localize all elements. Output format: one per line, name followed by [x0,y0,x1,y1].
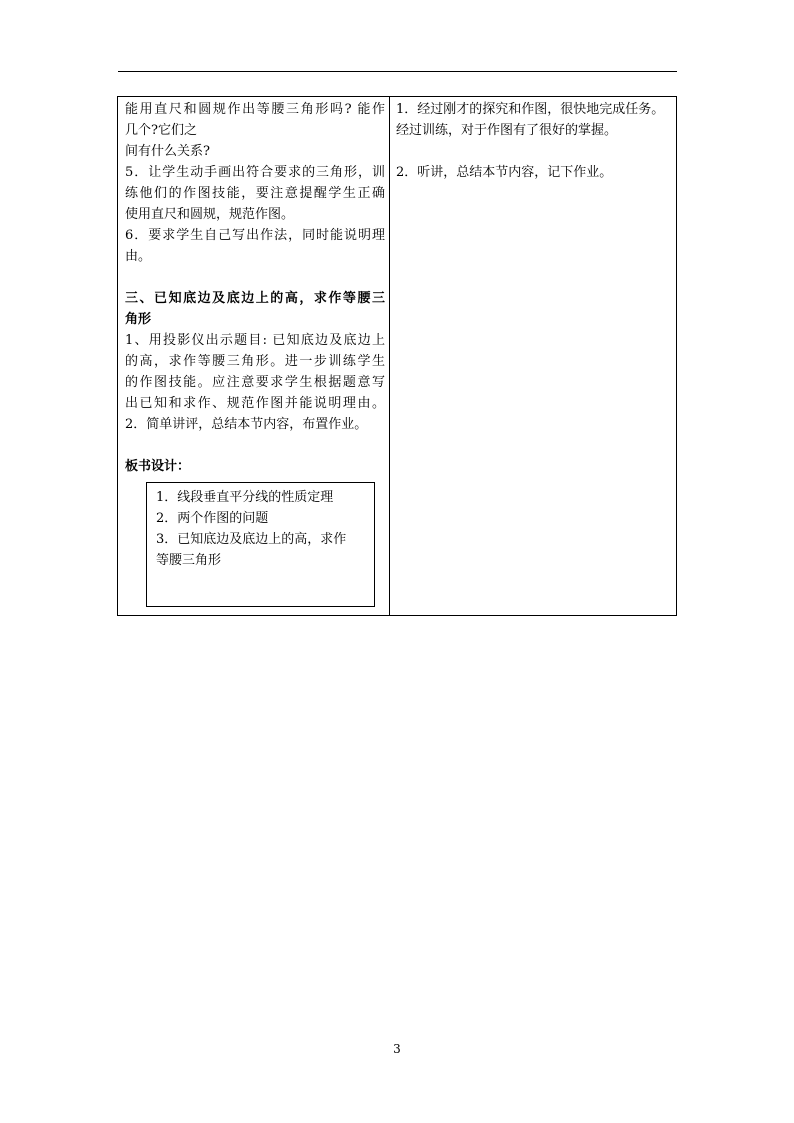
student-item1-line-2: 经过训练，对于作图有了很好的掌握。 [396,123,618,138]
board-item-1: 1．线段垂直平分线的性质定理 [156,490,334,505]
student-item2: 2．听讲，总结本节内容，记下作业。 [396,165,613,180]
spacer [125,267,385,288]
step5-line-1: 5．让学生动手画出符合要求的三角形，训 [125,165,385,180]
step5-line-2: 练他们的作图技能，要注意提醒学生正确 [125,186,385,201]
section3-heading-line-1: 三、已知底边及底边上的高，求作等腰三 [125,291,385,306]
board-item-3: 3．已知底边及底边上的高，求作 [156,532,347,547]
intro-line-3: 间有什么关系? [125,144,210,159]
section3-heading-line-2: 角形 [125,312,152,327]
section3-item2: 2．简单讲评，总结本节内容，布置作业。 [125,417,368,432]
section3-item1-line-1: 1、用投影仪出示题目: 已知底边及底边上 [125,333,385,348]
step6-line-2: 由。 [125,249,152,264]
student-activity-cell [396,99,676,183]
section3-item1-line-3: 的作图技能。应注意要求学生根据题意写 [125,375,385,390]
section3-item1-line-2: 的高，求作等腰三角形。进一步训练学生 [125,354,385,369]
student-item1-line-1: 1．经过刚才的探究和作图，很快地完成任务。 [396,102,665,117]
board-item-3-cont: 等腰三角形 [156,553,222,568]
board-design-box [146,482,375,607]
step6-line-1: 6．要求学生自己写出作法，同时能说明理 [125,228,385,243]
spacer [125,435,385,456]
column-divider [389,97,390,615]
page-number: 3 [393,1042,401,1056]
teacher-activity-cell [125,99,385,477]
intro-line-1: 能用直尺和圆规作出等腰三角形吗? 能作 [125,102,385,117]
section3-item1-line-4: 出已知和求作、规范作图并能说明理由。 [125,396,385,411]
header-rule [118,71,677,72]
spacer [396,141,676,162]
board-design-heading: 板书设计： [125,459,191,474]
board-item-2: 2．两个作图的问题 [156,511,269,526]
step5-line-3: 使用直尺和圆规，规范作图。 [125,207,295,222]
lesson-table [117,96,677,616]
intro-line-2: 几个?它们之 [125,123,197,138]
